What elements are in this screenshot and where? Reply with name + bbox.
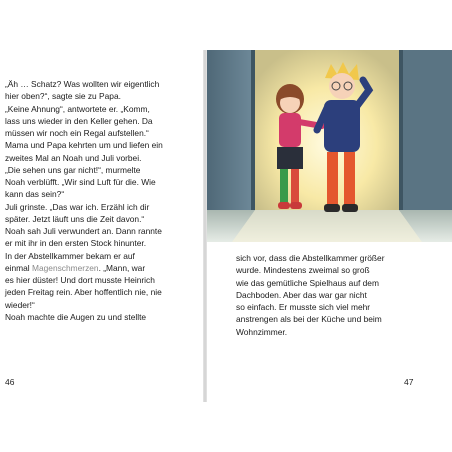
right-page-text (236, 252, 384, 338)
left-page (0, 50, 205, 402)
text-line: wurde. Mindestens zweimal so groß (236, 265, 370, 276)
text-line: „Äh … Schatz? Was wollten wir eigentlich (5, 79, 160, 89)
text-line: kann das sein?“ (5, 189, 65, 200)
text-line: wieder!“ (5, 299, 35, 310)
left-page-text (5, 78, 163, 323)
door-frame-right (399, 50, 403, 220)
text-line: Noah sah Juli verwundert an. Dann rannte (5, 226, 162, 236)
text-line: hier oben?“, sagte sie zu Papa. (5, 91, 121, 102)
text-line: es hier düster! Und dort musste Heinrich (5, 275, 155, 285)
text-line: müssen wir noch ein Regal aufstellen.“ (5, 128, 149, 138)
light-on-floor (232, 210, 422, 242)
text-line: Mama und Papa kehrten um und liefen ein (5, 140, 163, 151)
right-wall (402, 50, 452, 220)
text-line: Wohnzimmer. (236, 326, 288, 337)
text-line: Juli grinste. „Das war ich. Erzähl ich dir (5, 201, 150, 212)
left-wall (207, 50, 252, 220)
text-line: sich vor, dass die Abstellkammer größer (236, 253, 385, 263)
text-line: jeden Freitag rein. Aber hoffentlich nie, nie (5, 287, 162, 298)
door-frame-left (251, 50, 255, 220)
text-line: „Keine Ahnung“, antwortete er. „Komm, (5, 103, 150, 114)
text-line: er mit ihr in den ersten Stock hinunter. (5, 238, 147, 249)
text-line: anstrengen als bei der Küche und beim (236, 314, 382, 325)
text-line: Dachboden. Aber das war gar nicht (236, 289, 367, 300)
text-line: später. Jetzt läuft uns die Zeit davon.“ (5, 213, 145, 224)
text-line: In der Abstellkammer bekam er auf (5, 250, 135, 261)
text-fragment: . „Mann, war (98, 262, 146, 273)
text-line: zweites Mal an Noah und Juli vorbei. (5, 152, 142, 163)
text-line: „Die sehen uns gar nicht!“, murmelte (5, 164, 141, 175)
text-line: lass uns wieder in den Keller gehen. Da (5, 115, 153, 126)
text-line: Noah machte die Augen zu und stellte (5, 311, 147, 322)
page-number-right: 47 (404, 377, 414, 387)
page-number-left: 46 (5, 377, 15, 387)
right-page (207, 50, 452, 402)
emphasized-word: Magenschmerzen (32, 262, 99, 273)
text-fragment: einmal (5, 262, 32, 273)
text-line (5, 262, 163, 274)
story-illustration (207, 50, 452, 242)
book-spread (0, 50, 452, 402)
text-line: wie das gemütliche Spielhaus auf dem (236, 277, 379, 288)
text-line: so einfach. Er musste sich viel mehr (236, 302, 371, 312)
text-line: Noah verblüfft. „Wir sind Luft für die. Wie (5, 177, 156, 187)
